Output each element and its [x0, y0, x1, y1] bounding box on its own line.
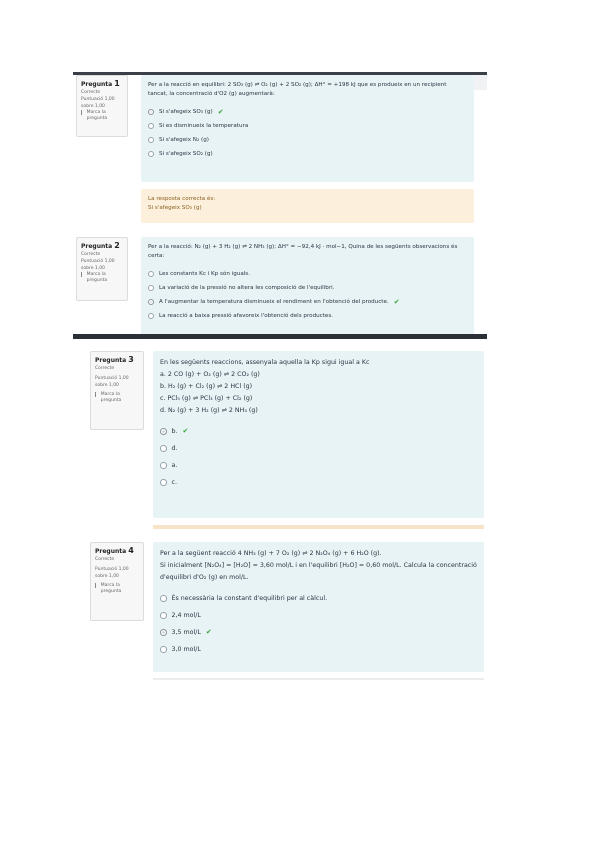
radio-button[interactable] — [148, 109, 154, 115]
question-info-2 — [76, 237, 128, 301]
answer-option[interactable] — [160, 590, 477, 607]
answer-option-label: c. — [171, 479, 177, 486]
radio-button[interactable] — [148, 285, 154, 291]
flag-question-link[interactable]: Marca la pregunta — [81, 272, 123, 284]
flag-question-link[interactable]: Marca la pregunta — [95, 583, 139, 595]
question-score: Puntuació 1,00 sobre 1,00 — [81, 259, 115, 271]
feedback-edge — [153, 525, 484, 529]
question-label: Pregunta 2 — [81, 241, 120, 250]
answer-option[interactable] — [148, 295, 467, 309]
answer-option[interactable] — [148, 267, 467, 281]
answer-option-label: La reacció a baixa pressió afavoreix l'obtenció dels productes. — [159, 313, 334, 319]
question-label: Pregunta 3 — [95, 355, 134, 364]
answer-option-label: 3,5 mol/L — [171, 629, 201, 636]
answer-option-label: 3,0 mol/L — [171, 646, 201, 653]
answer-options — [148, 267, 467, 323]
correct-check-icon: ✔ — [217, 108, 224, 116]
reaction-item: d. N₂ (g) + 3 H₂ (g) ⇌ 2 NH₃ (g) — [160, 407, 258, 414]
radio-button[interactable] — [148, 123, 154, 129]
question-label: Pregunta 4 — [95, 546, 134, 555]
answer-option[interactable] — [160, 440, 477, 457]
window-bottom-bar — [73, 334, 487, 339]
answer-option-label: d. — [171, 445, 178, 452]
radio-button[interactable] — [160, 612, 167, 619]
radio-button[interactable] — [148, 313, 154, 319]
answer-option-label: 2,4 mol/L — [171, 612, 201, 619]
question-status: Correcte — [95, 366, 115, 371]
flag-question-link[interactable]: Marca la pregunta — [81, 110, 123, 122]
correct-check-icon: ✔ — [205, 628, 212, 636]
answer-option[interactable] — [148, 281, 467, 295]
answer-option-label: Les constants Kc i Kp són iguals. — [159, 271, 250, 277]
answer-option-label: Si es disminueix la temperatura — [159, 123, 249, 129]
radio-button[interactable] — [160, 462, 167, 469]
flag-icon — [81, 272, 85, 277]
answer-option[interactable] — [148, 309, 467, 323]
flag-question-link[interactable]: Marca la pregunta — [95, 392, 139, 404]
flag-icon — [95, 392, 99, 397]
question-label: Pregunta 1 — [81, 79, 120, 88]
question-score: Puntuació 1,00 sobre 1,00 — [95, 567, 129, 579]
radio-button[interactable] — [160, 445, 167, 452]
radio-button[interactable] — [160, 646, 167, 653]
answer-option-label: És necessària la constant d'equilibri per al càlcul. — [171, 595, 328, 602]
answer-option[interactable] — [160, 423, 477, 440]
flag-icon — [95, 583, 99, 588]
question-content-2 — [141, 237, 474, 334]
feedback-answer: Si s'afegeix SO₃ (g) — [148, 205, 202, 211]
answer-option-label: Si s'afegeix N₂ (g) — [159, 137, 209, 143]
radio-button[interactable] — [148, 271, 154, 277]
question-content-1 — [141, 75, 474, 182]
correct-check-icon: ✔ — [182, 427, 189, 435]
screenshot-q3-q4 — [90, 345, 488, 682]
question-status: Correcte — [81, 90, 101, 95]
question-text: En les següents reaccions, assenyala aquella la Kp sigui igual a Kc — [160, 359, 370, 366]
radio-button[interactable] — [148, 299, 154, 305]
answer-option[interactable] — [148, 147, 467, 161]
feedback-edge — [153, 678, 484, 680]
answer-options — [148, 105, 467, 161]
scroll-gutter — [474, 75, 487, 90]
answer-option[interactable] — [160, 474, 477, 491]
answer-options — [160, 423, 477, 491]
answer-option-label: Si s'afegeix SO₃ (g) — [159, 109, 213, 115]
answer-option[interactable] — [148, 133, 467, 147]
answer-option[interactable] — [148, 119, 467, 133]
reaction-item: c. PCl₅ (g) ⇌ PCl₃ (g) + Cl₂ (g) — [160, 395, 253, 402]
reaction-item: b. H₂ (g) + Cl₂ (g) ⇌ 2 HCl (g) — [160, 383, 253, 390]
answer-option[interactable] — [160, 641, 477, 658]
question-text: Per a la reacció: N₂ (g) + 3 H₂ (g) ⇌ 2 NH₃ (g); ΔH° = −92,4 kJ · mol−1, Quina de les següents observacions és certa: — [148, 244, 458, 259]
question-text-2: Si inicialment [N₂O₄] = [H₂O] = 3,60 mol/L i en l'equilibri [H₂O] = 0,60 mol/L. Calcula la concentració d'equilibri d'O₂ (g) en mol/L. — [160, 562, 477, 581]
answer-option-label: La variació de la pressió no altera les composició de l'equilibri. — [159, 285, 335, 291]
question-score: Puntuació 1,00 sobre 1,00 — [81, 97, 115, 109]
reaction-list — [160, 369, 477, 417]
answer-option-label: b. — [171, 428, 178, 435]
answer-option[interactable] — [160, 457, 477, 474]
answer-option[interactable] — [160, 607, 477, 624]
radio-button[interactable] — [148, 137, 154, 143]
radio-button[interactable] — [160, 629, 167, 636]
correct-check-icon: ✔ — [393, 298, 400, 306]
flag-icon — [81, 110, 85, 115]
question-content-4 — [153, 542, 484, 672]
question-info-1 — [76, 75, 128, 137]
question-info-4 — [90, 542, 144, 621]
answer-option-label: A l'augmentar la temperatura disminueix el rendiment en l'obtenció del producte. — [159, 299, 389, 305]
question-score: Puntuació 1,00 sobre 1,00 — [95, 376, 129, 388]
radio-button[interactable] — [160, 479, 167, 486]
answer-option[interactable] — [148, 105, 467, 119]
question-status: Correcte — [81, 252, 101, 257]
screenshot-q1-q2 — [73, 72, 487, 334]
question-info-3 — [90, 351, 144, 430]
answer-option-label: Si s'afegeix SO₂ (g) — [159, 151, 213, 157]
answer-options — [160, 590, 477, 658]
reaction-item: a. 2 CO (g) + O₂ (g) ⇌ 2 CO₂ (g) — [160, 371, 260, 378]
question-text: Per a la reacció en equilibri: 2 SO₃ (g) ⇌ O₂ (g) + 2 SO₂ (g); ΔH° = +198 kJ que es produeix en un recipient tancat, la concentració d'O2 (g) augmentarà: — [148, 82, 447, 97]
answer-option[interactable] — [160, 624, 477, 641]
feedback-box — [141, 189, 474, 223]
radio-button[interactable] — [160, 595, 167, 602]
answer-option-label: a. — [171, 462, 178, 469]
question-text: Per a la següent reacció 4 NH₃ (g) + 7 O₂ (g) ⇌ 2 N₂O₄ (g) + 6 H₂O (g). — [160, 550, 382, 557]
question-status: Correcte — [95, 557, 115, 562]
feedback-title: La resposta correcta és: — [148, 196, 216, 202]
radio-button[interactable] — [148, 151, 154, 157]
question-content-3 — [153, 351, 484, 518]
radio-button[interactable] — [160, 428, 167, 435]
